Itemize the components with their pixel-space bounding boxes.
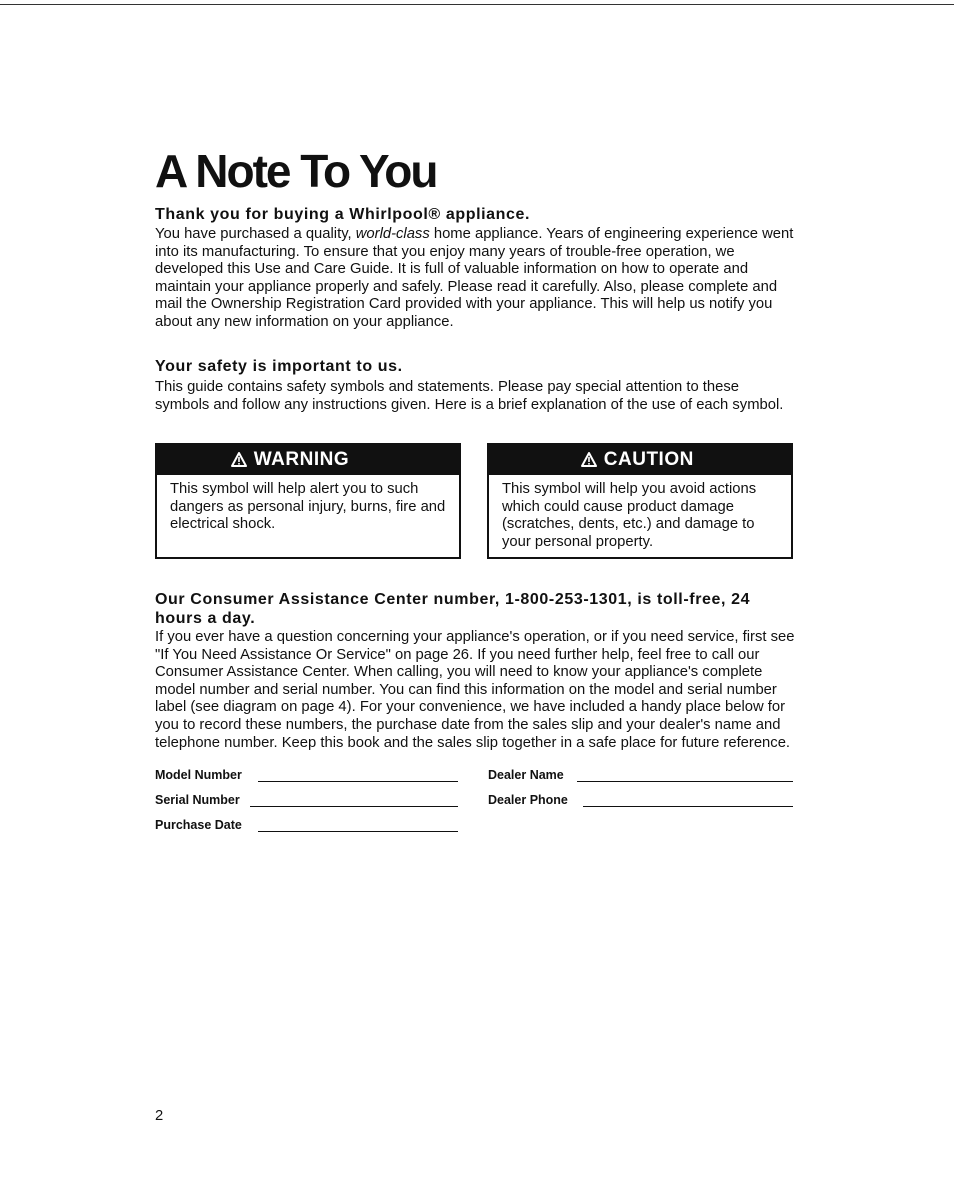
- caution-text: This symbol will help you avoid actions which could cause product damage (scratches, dents, etc.) and damage to your personal property.: [502, 481, 757, 550]
- caution-box: [487, 443, 793, 559]
- page-number: 2: [155, 1108, 164, 1124]
- thanks-paragraph: [155, 226, 795, 332]
- caution-triangle-icon: [581, 449, 604, 470]
- purchase-date-label: Purchase Date: [155, 818, 242, 832]
- dealer-name-label: Dealer Name: [488, 768, 564, 782]
- dealer-name-field[interactable]: [577, 781, 793, 782]
- warning-label: WARNING: [253, 449, 350, 470]
- warning-text: This symbol will help alert you to such dangers as personal injury, burns, fire and electrical shock.: [170, 481, 446, 533]
- safety-heading: Your safety is important to us.: [155, 358, 403, 375]
- consumer-paragraph: If you ever have a question concerning your appliance's operation, or if you need service, first see "If You Need Assistance Or Service" on page 26. If you need further help, feel free to call our Consumer Assistance Center. When calling, you will need to know your appliance's complete model number and serial number. You can find this information on the model and serial number label (see diagram on page 4). For your convenience, we have included a handy place below for you to record these numbers, the purchase date from the sales slip and your dealer's name and telephone number. Keep this book and the sales slip together in a safe place for future reference.: [155, 629, 795, 751]
- serial-number-label: Serial Number: [155, 793, 240, 807]
- safety-paragraph: This guide contains safety symbols and statements. Please pay special attention to these symbols and follow any instructions given. Here is a brief explanation of the use of each symbol.: [155, 379, 784, 413]
- warning-box-header: [157, 445, 459, 475]
- page-title: A Note To You: [155, 145, 437, 197]
- caution-label: CAUTION: [603, 449, 694, 470]
- thanks-text-before: You have purchased a quality,: [155, 226, 356, 242]
- consumer-heading: Our Consumer Assistance Center number, 1-800-253-1301, is toll-free, 24 hours a day.: [155, 591, 751, 627]
- dealer-phone-field[interactable]: [583, 806, 793, 807]
- thanks-text-italic: world-class: [355, 226, 430, 242]
- caution-box-header: [489, 445, 791, 475]
- serial-number-field[interactable]: [250, 806, 458, 807]
- model-number-field[interactable]: [258, 781, 458, 782]
- warning-box: [155, 443, 461, 559]
- thanks-text-after: home appliance. Years of engineering experience went into its manufacturing. To ensure that you enjoy many years of trouble-free operation, we developed this Use and Care Guide. It is full of valuable information on how to operate and maintain your appliance properly and safely. Please read it carefully. Also, please complete and mail the Ownership Registration Card provided with your appliance. This will help us notify you about any new information on your appliance.: [155, 226, 794, 330]
- dealer-phone-label: Dealer Phone: [488, 793, 568, 807]
- model-number-label: Model Number: [155, 768, 242, 782]
- thanks-heading: Thank you for buying a Whirlpool® appliance.: [155, 206, 531, 223]
- warning-triangle-icon: [231, 449, 254, 470]
- purchase-date-field[interactable]: [258, 831, 458, 832]
- top-rule: [0, 4, 954, 5]
